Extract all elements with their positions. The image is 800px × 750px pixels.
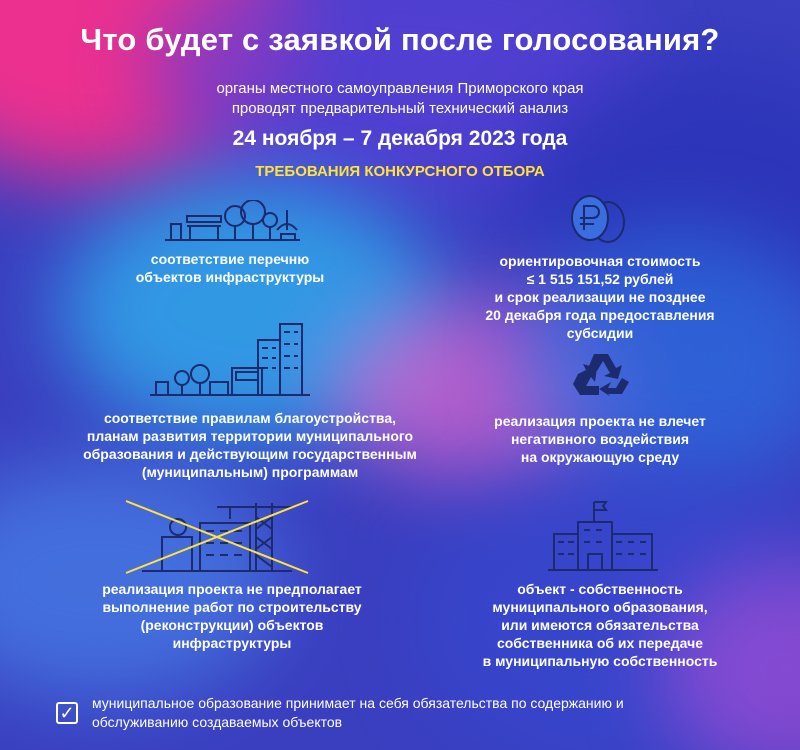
page-title: Что будет с заявкой после голосования? [80,22,720,57]
crossed-construction-icon [122,497,312,575]
ruble-coins-icon [568,192,628,246]
footer-note [92,694,772,732]
block-construction: реализация проекта не предполагает выполнение работ по строительству (реконструкции) объектов инфраструктуры [102,581,362,651]
recycle-icon [572,350,630,396]
dates-range: 24 ноября – 7 декабря 2023 года [232,127,568,150]
block-ownership: объект - собственность муниципального образования, или имеются обязательства собственника об их передаче в муниципальную собственность [482,581,718,669]
footer-line-2: обслуживанию создаваемых объектов [92,714,343,730]
block-environment: реализация проекта не влечет негативного воздействия на окружающую среду [494,413,706,465]
city-icon [150,322,310,397]
municipal-building-icon [548,500,658,572]
subtitle [0,79,800,119]
block-rules: соответствие правилам благоустройства, планам развития территории муниципального образования и действующим государственным (муниципальным) программам [83,410,417,480]
footer-line-1: муниципальное образование принимает на себя обязательства по содержанию и [92,695,624,711]
checkmark-icon: ✓ [56,702,78,724]
block-cost: ориентировочная стоимость ≤ 1 515 151,52 рублей и срок реализации не позднее 20 декабря года предоставления субсидии [485,253,715,341]
park-icon [165,200,300,242]
subtitle-line-1: органы местного самоуправления Приморского края [216,80,584,97]
subtitle-line-2: проводят предварительный технический анализ [231,100,569,117]
block-infrastructure: соответствие перечню объектов инфраструктуры [135,251,325,285]
requirements-heading: ТРЕБОВАНИЯ КОНКУРСНОГО ОТБОРА [255,163,545,180]
